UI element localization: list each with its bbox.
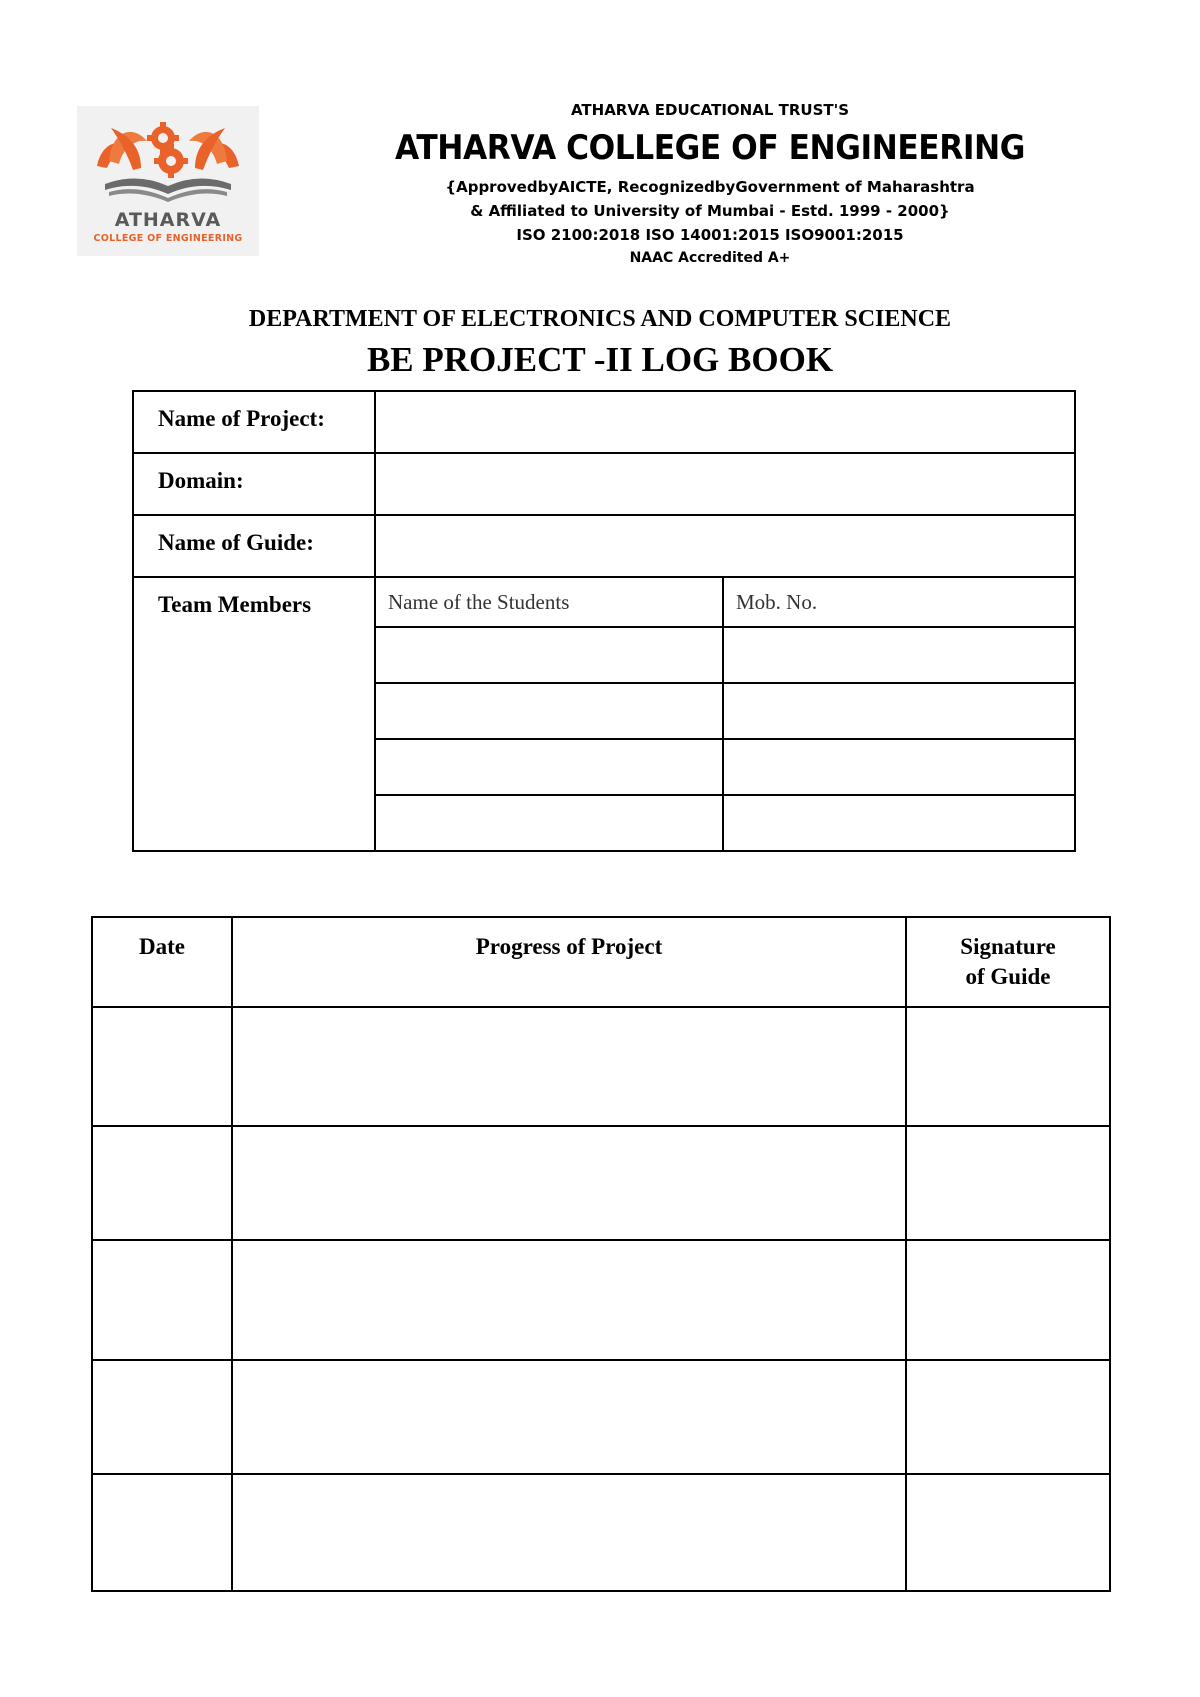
table-row — [92, 1474, 1110, 1591]
progress-header: Progress of Project — [232, 917, 906, 1007]
project-name-field[interactable] — [375, 391, 1075, 453]
table-row — [92, 1240, 1110, 1360]
progress-cell[interactable] — [232, 1360, 906, 1474]
progress-cell[interactable] — [232, 1240, 906, 1360]
student-name-cell[interactable] — [375, 795, 723, 851]
department-title: DEPARTMENT OF ELECTRONICS AND COMPUTER SCIENCE — [248, 306, 952, 332]
date-cell[interactable] — [92, 1474, 232, 1591]
student-name-cell[interactable] — [375, 627, 723, 683]
approval-line: {ApprovedbyAICTE, RecognizedbyGovernment of Maharashtra — [445, 178, 975, 196]
students-header: Name of the Students — [375, 577, 723, 627]
mobile-cell[interactable] — [723, 683, 1075, 739]
progress-cell[interactable] — [232, 1126, 906, 1240]
date-cell[interactable] — [92, 1240, 232, 1360]
date-cell[interactable] — [92, 1360, 232, 1474]
signature-cell[interactable] — [906, 1474, 1110, 1591]
project-row — [133, 391, 1075, 453]
student-name-cell[interactable] — [375, 739, 723, 795]
project-info-table — [132, 390, 1076, 852]
signature-cell[interactable] — [906, 1126, 1110, 1240]
progress-cell[interactable] — [232, 1007, 906, 1126]
date-header: Date — [92, 917, 232, 1007]
signature-header-line2: of Guide — [965, 964, 1051, 989]
progress-log-table — [91, 916, 1111, 1592]
domain-label: Domain: — [133, 453, 375, 515]
mobile-cell[interactable] — [723, 795, 1075, 851]
college-name: ATHARVA COLLEGE OF ENGINEERING — [395, 128, 1025, 168]
affiliation-line: & Affiliated to University of Mumbai - Estd. 1999 - 2000} — [470, 202, 950, 220]
table-row — [92, 1126, 1110, 1240]
domain-row — [133, 453, 1075, 515]
signature-header-line1: Signature — [960, 934, 1056, 959]
guide-row — [133, 515, 1075, 577]
log-header-row — [92, 917, 1110, 1007]
date-cell[interactable] — [92, 1126, 232, 1240]
guide-field[interactable] — [375, 515, 1075, 577]
naac-line: NAAC Accredited A+ — [629, 250, 791, 266]
team-header-row — [133, 577, 1075, 627]
progress-cell[interactable] — [232, 1474, 906, 1591]
college-logo — [77, 106, 259, 256]
signature-header — [906, 917, 1110, 1007]
date-cell[interactable] — [92, 1007, 232, 1126]
iso-line: ISO 2100:2018 ISO 14001:2015 ISO9001:2015 — [516, 226, 904, 244]
signature-cell[interactable] — [906, 1360, 1110, 1474]
signature-cell[interactable] — [906, 1007, 1110, 1126]
table-row — [92, 1007, 1110, 1126]
trust-name: ATHARVA EDUCATIONAL TRUST'S — [570, 101, 850, 119]
project-name-label: Name of Project: — [133, 391, 375, 453]
mobile-header: Mob. No. — [723, 577, 1075, 627]
guide-label: Name of Guide: — [133, 515, 375, 577]
mobile-cell[interactable] — [723, 739, 1075, 795]
domain-field[interactable] — [375, 453, 1075, 515]
gear-book-logo-icon — [77, 106, 259, 211]
page-title: BE PROJECT -II LOG BOOK — [366, 340, 834, 379]
team-members-label: Team Members — [133, 577, 375, 851]
mobile-cell[interactable] — [723, 627, 1075, 683]
signature-cell[interactable] — [906, 1240, 1110, 1360]
logo-subtitle: COLLEGE OF ENGINEERING — [93, 233, 243, 244]
table-row — [92, 1360, 1110, 1474]
logo-wordmark: ATHARVA — [114, 209, 222, 231]
student-name-cell[interactable] — [375, 683, 723, 739]
